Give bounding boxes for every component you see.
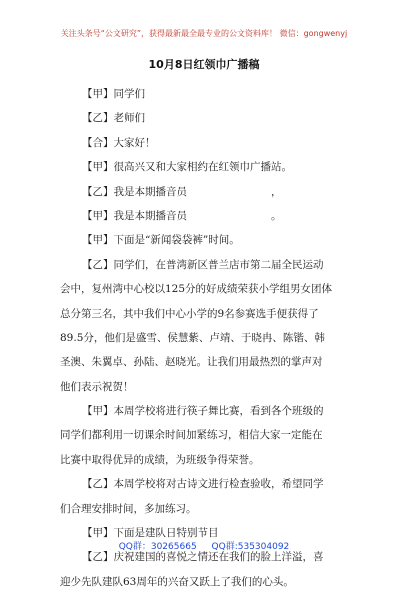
footer-qq-group-2: QQ群:535304092 [211,542,290,552]
text-line: 【合】大家好！ [82,136,156,149]
text-line: 【乙】我是本期播音员 ， [82,185,282,198]
text-line: 会中，复州湾中心校以125分的好成绩荣获小学组男女团体 [60,283,333,296]
text-line: 【甲】我是本期播音员 。 [82,209,282,222]
text-line: 圣澳、朱翼卓、孙陆、赵晓光。让我们用最热烈的掌声对 [60,356,323,369]
footer-qq-group-1: QQ群：30265665 [118,542,197,552]
footer-contact [0,539,408,552]
text-line: 89.5分，他们是盛雪、侯慧紫、卢靖、于晓冉、陈锴、韩 [60,331,325,344]
text-line: 【乙】老师们 [82,112,145,125]
text-line: 【甲】本周学校将进行筷子舞比赛，看到各个班级的 [82,405,324,418]
document-title: 10月8日红领巾广播稿 [148,58,260,71]
text-line: 【甲】很高兴又和大家相约在红领巾广播站。 [82,161,292,174]
text-line: 他们表示祝贺！ [60,380,134,393]
text-line: 【甲】下面是“新闻袋袋裤”时间。 [82,234,240,247]
text-line: 【甲】同学们 [82,88,145,100]
text-line: 比赛中取得优异的成绩，为班级争得荣誉。 [60,453,260,466]
header-banner: 关注头条号“公文研究”，获得最新最全最专业的公文资料库！ 微信：gongwenyj [60,29,348,38]
text-line: 【乙】本周学校将对古诗文进行检查验收，希望同学 [82,478,324,491]
text-line: 总分第三名，其中我们中心小学的9名参赛选手便获得了 [60,307,319,320]
text-line: 们合理安排时间，多加练习。 [60,502,197,515]
text-line: 【甲】下面是建队日特别节目 [82,527,219,540]
text-line: 【乙】庆祝建国的喜悦之情还在我们的脸上洋溢，喜 [82,551,324,564]
text-line: 迎少先队建队63周年的兴奋又跃上了我们的心头。 [60,575,294,588]
document-body [60,82,354,594]
text-line: 同学们都利用一切课余时间加紧练习，相信大家一定能在 [60,429,323,442]
text-line: 【乙】同学们，在普湾新区普兰店市第二届全民运动 [82,258,324,271]
